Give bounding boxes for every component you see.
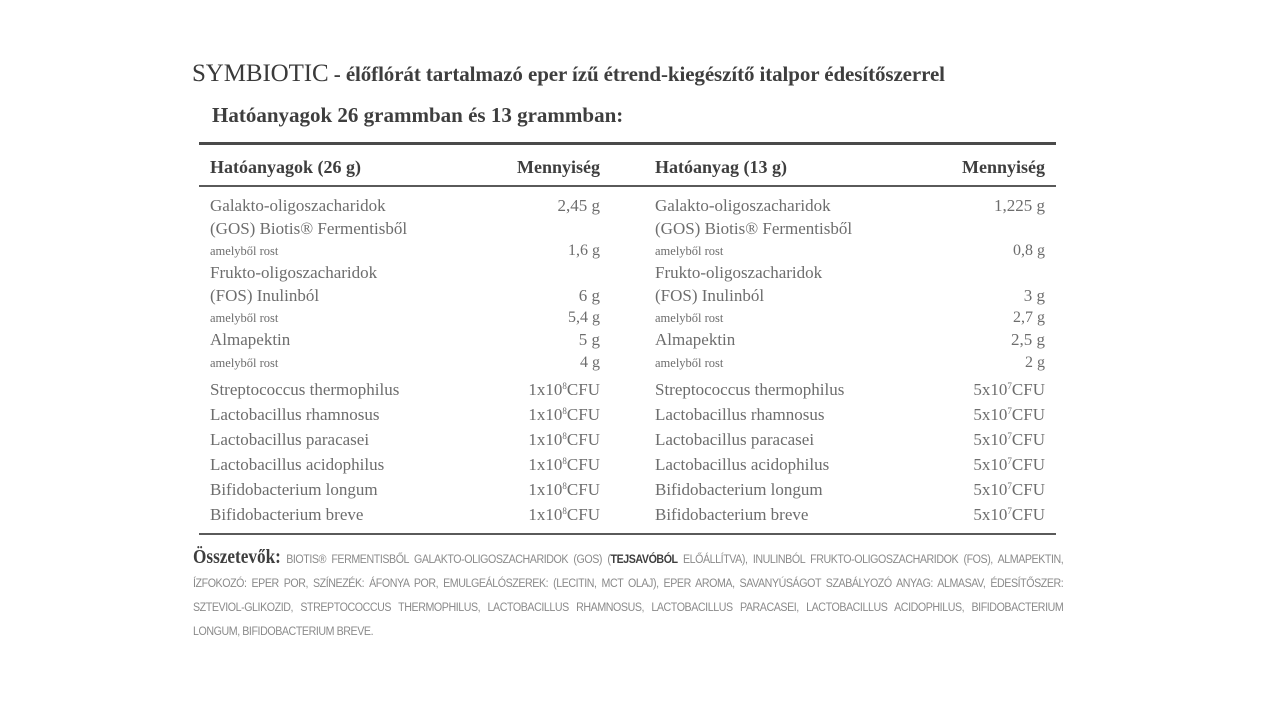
culture-name: Lactobacillus rhamnosus bbox=[655, 404, 825, 424]
row-name: Galakto-oligoszacharidok bbox=[655, 196, 831, 215]
culture-count bbox=[973, 499, 1045, 527]
section-subtitle: Hatóanyagok 26 grammban és 13 grammban: bbox=[212, 103, 624, 127]
table-row bbox=[655, 262, 1045, 285]
row-value: 4 g bbox=[580, 353, 600, 371]
table-row bbox=[655, 285, 1045, 308]
culture-count bbox=[528, 499, 600, 527]
table-row bbox=[210, 262, 600, 285]
count-coefficient: 5x10 bbox=[973, 379, 1008, 399]
culture-row bbox=[655, 499, 1045, 524]
count-unit: CFU bbox=[1011, 479, 1045, 499]
ingredients-text: BIOTIS® FERMENTISBŐL GALAKTO-OLIGOSZACHARIDOK (GOS) ( bbox=[280, 552, 611, 566]
count-unit: CFU bbox=[1011, 454, 1045, 474]
count-coefficient: 5x10 bbox=[973, 479, 1008, 499]
header-ingredient: Hatóanyagok (26 g) bbox=[210, 157, 362, 177]
count-unit: CFU bbox=[566, 454, 600, 474]
table-row bbox=[210, 195, 600, 218]
culture-count bbox=[528, 449, 600, 477]
row-value: 2,5 g bbox=[1011, 330, 1045, 349]
culture-name: Lactobacillus acidophilus bbox=[210, 454, 385, 474]
row-name: amelyből rost bbox=[210, 355, 279, 370]
count-exponent: 8 bbox=[562, 505, 567, 516]
row-name: amelyből rost bbox=[655, 244, 724, 258]
count-unit: CFU bbox=[566, 479, 600, 499]
culture-name: Streptococcus thermophilus bbox=[655, 379, 845, 399]
count-exponent: 7 bbox=[1007, 430, 1012, 441]
culture-row bbox=[210, 399, 600, 424]
ingredients-paragraph bbox=[193, 545, 1063, 643]
row-name: Frukto-oligoszacharidok bbox=[655, 263, 823, 282]
culture-row bbox=[210, 499, 600, 524]
table-bottom-rule bbox=[199, 533, 1056, 535]
row-value: 1,6 g bbox=[568, 242, 600, 259]
count-coefficient: 1x10 bbox=[528, 379, 563, 399]
allergen-highlight: TEJSAVÓBÓL bbox=[610, 552, 678, 566]
row-name: amelyből rost bbox=[655, 355, 724, 370]
fiber-subrow bbox=[655, 307, 1045, 329]
product-description: - élőflórát tartalmazó eper ízű étrend-kiegészítő italpor édesítőszerrel bbox=[328, 62, 945, 86]
row-name: (GOS) Biotis® Fermentisből bbox=[210, 218, 408, 238]
row-name: Frukto-oligoszacharidok bbox=[210, 263, 378, 282]
culture-name: Bifidobacterium breve bbox=[655, 504, 809, 524]
table-rows bbox=[655, 195, 1045, 524]
table-row bbox=[655, 195, 1045, 218]
culture-name: Lactobacillus acidophilus bbox=[655, 454, 830, 474]
culture-name: Streptococcus thermophilus bbox=[210, 379, 400, 399]
culture-count bbox=[528, 374, 600, 402]
culture-count bbox=[973, 399, 1045, 427]
culture-count bbox=[973, 474, 1045, 502]
count-exponent: 7 bbox=[1007, 480, 1012, 491]
table-row bbox=[210, 329, 600, 352]
product-title bbox=[192, 60, 945, 88]
row-name: Almapektin bbox=[210, 330, 291, 349]
culture-row bbox=[210, 449, 600, 474]
count-coefficient: 5x10 bbox=[973, 429, 1008, 449]
row-name: amelyből rost bbox=[210, 311, 279, 325]
row-value: 3 g bbox=[1023, 285, 1045, 305]
header-quantity: Mennyiség bbox=[517, 157, 600, 177]
count-exponent: 8 bbox=[562, 480, 567, 491]
count-coefficient: 1x10 bbox=[528, 479, 563, 499]
table-top-rule bbox=[199, 142, 1056, 145]
culture-name: Lactobacillus paracasei bbox=[655, 429, 815, 449]
brand-name: SYMBIOTIC bbox=[192, 60, 329, 87]
count-coefficient: 5x10 bbox=[973, 404, 1008, 424]
count-unit: CFU bbox=[566, 429, 600, 449]
count-coefficient: 5x10 bbox=[973, 454, 1008, 474]
culture-name: Bifidobacterium breve bbox=[210, 504, 364, 524]
culture-name: Bifidobacterium longum bbox=[655, 479, 823, 499]
culture-row bbox=[655, 399, 1045, 424]
table-row bbox=[210, 218, 600, 241]
count-exponent: 8 bbox=[562, 430, 567, 441]
table-26g bbox=[210, 150, 600, 524]
fiber-subrow bbox=[210, 240, 600, 262]
header-ingredient: Hatóanyag (13 g) bbox=[655, 157, 787, 177]
table-row bbox=[655, 218, 1045, 241]
table-row bbox=[210, 285, 600, 308]
count-exponent: 7 bbox=[1007, 455, 1012, 466]
fiber-subrow bbox=[210, 352, 600, 374]
ingredients-text-continued: ELŐÁLLÍTVA), INULINBÓL FRUKTO-OLIGOSZACHARIDOK (FOS), ALMAPEKTIN, ÍZFOKOZÓ: EPER POR, SZÍNEZÉK: ÁFONYA POR, EMULGEÁLÓSZEREK: (LECITIN, MCT OLAJ), EPER AROMA, SAVANYÚSÁGOT SZABÁLYOZÓ ANYAG: ALMASAV, ÉDESÍTŐSZER: SZTEVIOL-GLIKOZID, STREPTOCOCCUS THERMOPHILUS, LACTOBACILLUS RHAMNOSUS, LACTOBACILLUS PARACASEI, LACTOBACILLUS ACIDOPHILUS, BIFIDOBACTERIUM LONGUM, BIFIDOBACTERIUM BREVE. bbox=[193, 552, 1064, 638]
culture-count bbox=[973, 424, 1045, 452]
count-exponent: 7 bbox=[1007, 405, 1012, 416]
row-name: amelyből rost bbox=[655, 311, 724, 325]
row-value: 2,45 g bbox=[557, 196, 600, 215]
fiber-subrow bbox=[655, 240, 1045, 262]
row-value: 2,7 g bbox=[1013, 309, 1045, 326]
table-header bbox=[655, 150, 1045, 186]
culture-row bbox=[655, 474, 1045, 499]
culture-row bbox=[210, 474, 600, 499]
count-exponent: 8 bbox=[562, 455, 567, 466]
culture-row bbox=[655, 449, 1045, 474]
culture-count bbox=[973, 374, 1045, 402]
table-header bbox=[210, 150, 600, 186]
row-name: (GOS) Biotis® Fermentisből bbox=[655, 218, 853, 238]
table-row bbox=[655, 329, 1045, 352]
row-name: (FOS) Inulinból bbox=[655, 285, 765, 305]
culture-name: Lactobacillus paracasei bbox=[210, 429, 370, 449]
ingredients-label: Összetevők: bbox=[193, 546, 281, 568]
count-coefficient: 1x10 bbox=[528, 429, 563, 449]
count-unit: CFU bbox=[566, 504, 600, 524]
count-exponent: 7 bbox=[1007, 380, 1012, 391]
row-value: 5,4 g bbox=[568, 309, 600, 326]
count-unit: CFU bbox=[1011, 504, 1045, 524]
row-name: Galakto-oligoszacharidok bbox=[210, 196, 386, 215]
table-rows bbox=[210, 195, 600, 524]
count-exponent: 8 bbox=[562, 405, 567, 416]
row-value: 1,225 g bbox=[994, 196, 1045, 215]
fiber-subrow bbox=[655, 352, 1045, 374]
culture-count bbox=[528, 424, 600, 452]
row-name: (FOS) Inulinból bbox=[210, 285, 320, 305]
culture-count bbox=[973, 449, 1045, 477]
culture-row bbox=[210, 374, 600, 399]
count-unit: CFU bbox=[1011, 429, 1045, 449]
row-name: Almapektin bbox=[655, 330, 736, 349]
culture-name: Bifidobacterium longum bbox=[210, 479, 378, 499]
culture-count bbox=[528, 474, 600, 502]
row-name: amelyből rost bbox=[210, 244, 279, 258]
count-unit: CFU bbox=[566, 379, 600, 399]
count-unit: CFU bbox=[566, 404, 600, 424]
row-value: 0,8 g bbox=[1013, 242, 1045, 259]
count-unit: CFU bbox=[1011, 404, 1045, 424]
row-value: 5 g bbox=[578, 330, 600, 349]
count-exponent: 8 bbox=[562, 380, 567, 391]
count-coefficient: 1x10 bbox=[528, 504, 563, 524]
header-quantity: Mennyiség bbox=[962, 157, 1045, 177]
count-coefficient: 1x10 bbox=[528, 454, 563, 474]
count-coefficient: 1x10 bbox=[528, 404, 563, 424]
table-13g bbox=[655, 150, 1045, 524]
culture-name: Lactobacillus rhamnosus bbox=[210, 404, 380, 424]
count-exponent: 7 bbox=[1007, 505, 1012, 516]
culture-row bbox=[655, 374, 1045, 399]
culture-row bbox=[655, 424, 1045, 449]
culture-row bbox=[210, 424, 600, 449]
count-unit: CFU bbox=[1011, 379, 1045, 399]
culture-count bbox=[528, 399, 600, 427]
row-value: 6 g bbox=[578, 285, 600, 305]
count-coefficient: 5x10 bbox=[973, 504, 1008, 524]
row-value: 2 g bbox=[1025, 353, 1045, 371]
fiber-subrow bbox=[210, 307, 600, 329]
